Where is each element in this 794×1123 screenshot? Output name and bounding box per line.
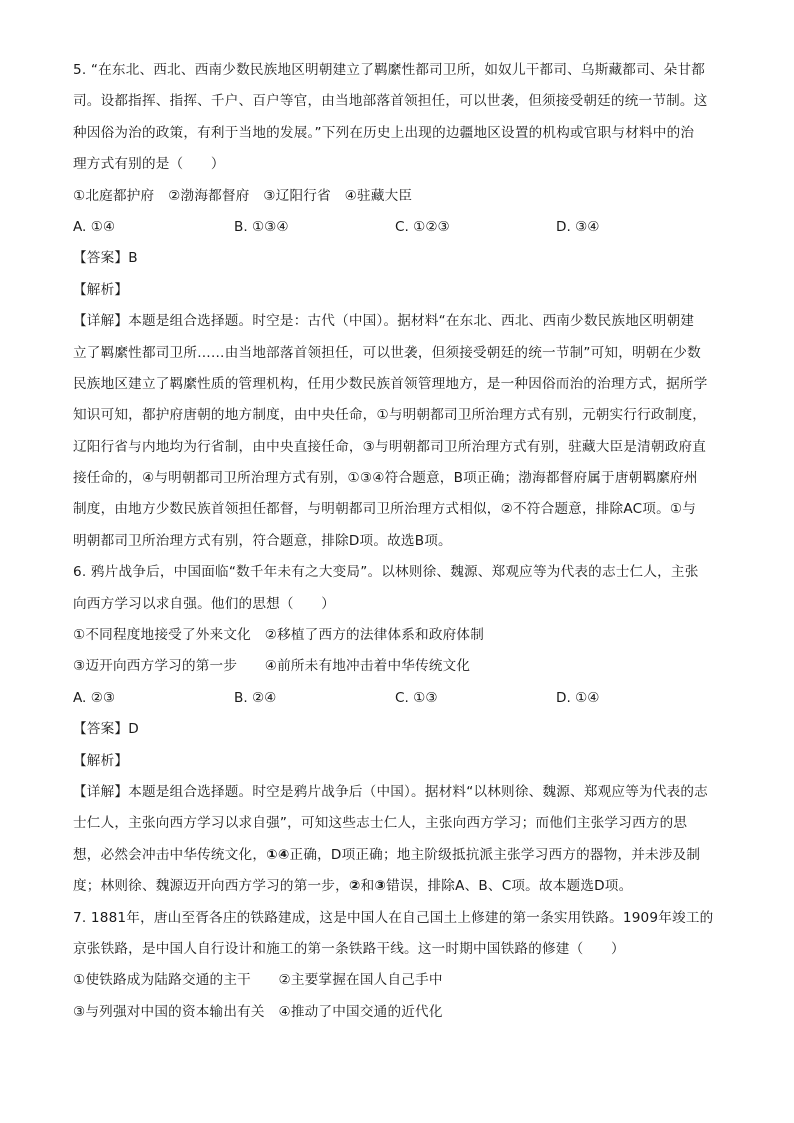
q6-answer	[73, 719, 723, 750]
q6-detail-line	[73, 876, 723, 907]
q5-detail-line: 明朝都司卫所治理方式有别，符合题意，排除D项。故选B项。	[73, 532, 452, 549]
q5-stem-line: 5. “在东北、西北、西南少数民族地区明朝建立了羁縻性都司卫所，如奴儿干都司、乌斯藏都司、朵甘都	[73, 62, 706, 78]
q6-stem-line: 向西方学习以求自强。他们的思想（ ）	[73, 595, 336, 612]
answer-tag: 【答案】	[73, 721, 129, 738]
q5-stem-line: 理方式有别的是（ ）	[73, 156, 225, 173]
q5-detail-line	[73, 311, 723, 342]
answer-value: B	[128, 250, 138, 267]
detail-text: 本题是组合选择题。时空是鸦片战争后（中国）。据材料“以林则徐、魏源、郑观应等为代表的志	[128, 783, 708, 800]
detail-text: 想，必然会冲击中华传统文化，	[73, 846, 267, 863]
q6-analysis-tag: 【解析】	[73, 752, 129, 769]
detail-bold: ①④	[266, 846, 290, 863]
detail-text: 错误，排除A、B、C项。故本题选D项。	[386, 878, 633, 895]
answer-tag: 【答案】	[73, 250, 129, 267]
q5-detail-line: 民族地区建立了羁縻性质的管理机构，任用少数民族首领管理地方，是一种因俗而治的治理方式，据所学	[73, 375, 708, 392]
q5-detail-line: 制度，由地方少数民族首领担任都督，与明朝都司卫所治理方式相似，②不符合题意，排除AC项。①与	[73, 501, 697, 518]
q6-options	[73, 688, 723, 719]
detail-tag: 【详解】	[73, 313, 129, 330]
q5-answer	[73, 248, 723, 279]
q5-detail-line: 辽阳行省与内地均为行省制，由中央直接任命，③与明朝都司卫所治理方式有别，驻藏大臣是清朝政府直	[73, 438, 707, 455]
q7-stem-line: 7. 1881年，唐山至胥各庄的铁路建成，这是中国人在自己国土上修建的第一条实用铁路。1909年竣工的	[73, 909, 714, 926]
detail-text: 本题是组合选择题。时空是：古代（中国）。据材料“在东北、西北、西南少数民族地区明朝建	[128, 313, 695, 330]
q5-stem-line: 司。设都指挥、指挥、千户、百户等官，由当地部落首领担任，可以世袭，但须接受朝廷的统一节制。这	[73, 93, 708, 110]
q6-option-b: B. ②④	[234, 689, 277, 706]
q5-option-c: C. ①②③	[395, 218, 450, 235]
q5-option-a: A. ①④	[73, 218, 116, 235]
q5-stem-line: 种因俗为治的政策，有利于当地的发展。”下列在历史上出现的边疆地区设置的机构或官职与材料中的治	[73, 124, 695, 141]
q6-option-c: C. ①③	[395, 689, 438, 706]
detail-bold: ③	[374, 878, 387, 895]
q5-detail-line: 接任命的，④与明朝都司卫所治理方式有别，①③④符合题意，B项正确；渤海都督府属于唐朝羁縻府州	[73, 470, 698, 487]
q6-items: ③迈开向西方学习的第一步 ④前所未有地冲击着中华传统文化	[73, 658, 471, 675]
q7-items: ①使铁路成为陆路交通的主干 ②主要掌握在国人自己手中	[73, 972, 443, 989]
answer-value: D	[128, 721, 139, 738]
q5-items: ①北庭都护府 ②渤海都督府 ③辽阳行省 ④驻藏大臣	[73, 187, 413, 204]
q5-options	[73, 217, 723, 248]
q5-analysis-tag: 【解析】	[73, 281, 129, 298]
detail-tag: 【详解】	[73, 783, 129, 800]
q7-stem-line: 京张铁路，是中国人自行设计和施工的第一条铁路干线。这一时期中国铁路的修建（ ）	[73, 940, 625, 957]
q5-option-d: D. ③④	[556, 218, 600, 235]
q6-items: ①不同程度地接受了外来文化 ②移植了西方的法律体系和政府体制	[73, 627, 484, 644]
q5-option-b: B. ①③④	[234, 218, 289, 235]
detail-bold: ②	[348, 878, 361, 895]
detail-text: 正确，D项正确；地主阶级抵抗派主张学习西方的器物，并未涉及制	[289, 846, 701, 863]
q6-option-a: A. ②③	[73, 689, 116, 706]
q6-detail-line	[73, 782, 723, 813]
q5-detail-line: 立了羁縻性都司卫所……由当地部落首领担任，可以世袭，但须接受朝廷的统一节制”可知，明朝在少数	[73, 344, 701, 361]
q6-detail-line: 士仁人，主张向西方学习以求自强”，可知这些志士仁人，主张向西方学习；而他们主张学习西方的思	[73, 815, 688, 832]
q6-detail-line	[73, 845, 723, 876]
document-content	[73, 60, 723, 1033]
q5-detail-line: 知识可知，都护府唐朝的地方制度，由中央任命，①与明朝都司卫所治理方式有别，元朝实行行政制度，	[73, 407, 707, 424]
q6-stem-line: 6. 鸦片战争后，中国面临“数千年未有之大变局”。以林则徐、魏源、郑观应等为代表的志士仁人，主张	[73, 564, 699, 581]
detail-text: 和	[360, 878, 375, 895]
q7-items: ③与列强对中国的资本输出有关 ④推动了中国交通的近代化	[73, 1003, 443, 1020]
q6-option-d: D. ①④	[556, 689, 600, 706]
detail-text: 度；林则徐、魏源迈开向西方学习的第一步，	[73, 878, 349, 895]
